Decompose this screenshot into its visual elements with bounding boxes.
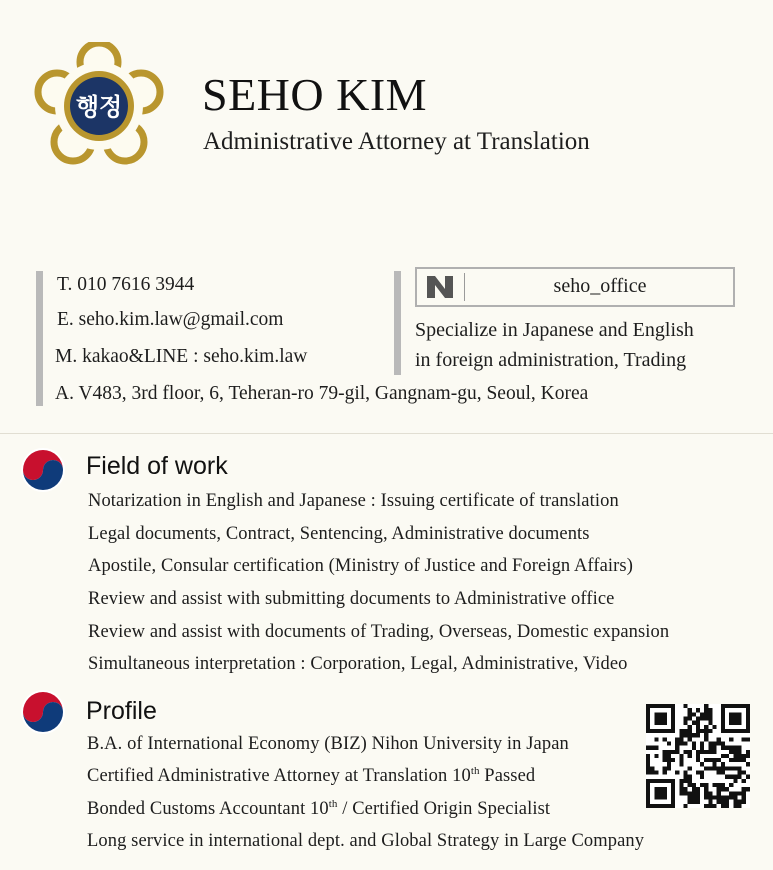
specialty-line-2: in foreign administration, Trading [415, 349, 687, 371]
naver-id-box [415, 267, 735, 307]
email-text: E. seho.kim.law@gmail.com [57, 309, 284, 330]
naver-id: seho_office [553, 275, 647, 297]
phone-text: T. 010 7616 3944 [57, 274, 195, 295]
profile-item: Certified Administrative Attorney at Translation 10th Passed [87, 764, 536, 786]
work-item: Legal documents, Contract, Sentencing, Administrative documents [88, 524, 590, 544]
contact-divider [36, 271, 43, 406]
taegeuk-icon [20, 447, 66, 493]
work-item: Review and assist with submitting documents to Administrative office [88, 589, 615, 609]
profile-item: B.A. of International Economy (BIZ) Nihon University in Japan [87, 734, 569, 754]
profile-heading: Profile [86, 697, 157, 725]
work-item: Simultaneous interpretation : Corporation, Legal, Administrative, Video [88, 654, 628, 674]
profile-item: Bonded Customs Accountant 10th / Certified Origin Specialist [87, 797, 551, 819]
specialty-line-1: Specialize in Japanese and English [415, 319, 694, 341]
profile-item: Long service in international dept. and Global Strategy in Large Company [87, 831, 645, 851]
field-of-work-heading: Field of work [86, 452, 228, 480]
naver-separator [464, 273, 465, 301]
messenger-text: M. kakao&LINE : seho.kim.law [55, 346, 308, 367]
specialty-divider [394, 271, 401, 375]
address-text: A. V483, 3rd floor, 6, Teheran-ro 79-gil, Gangnam-gu, Seoul, Korea [55, 383, 589, 404]
qr-code-icon [645, 704, 751, 808]
naver-logo-icon [425, 273, 455, 301]
work-item: Apostile, Consular certification (Ministry of Justice and Foreign Affairs) [88, 556, 633, 576]
emblem-text: 행정 [75, 93, 123, 121]
job-title: Administrative Attorney at Translation [203, 128, 590, 155]
taegeuk-icon [20, 689, 66, 735]
work-item: Review and assist with documents of Trading, Overseas, Domestic expansion [88, 622, 670, 642]
administrative-emblem-icon [34, 42, 164, 166]
work-item: Notarization in English and Japanese : Issuing certificate of translation [88, 491, 619, 511]
person-name: SEHO KIM [202, 69, 428, 120]
card-front [0, 0, 773, 433]
